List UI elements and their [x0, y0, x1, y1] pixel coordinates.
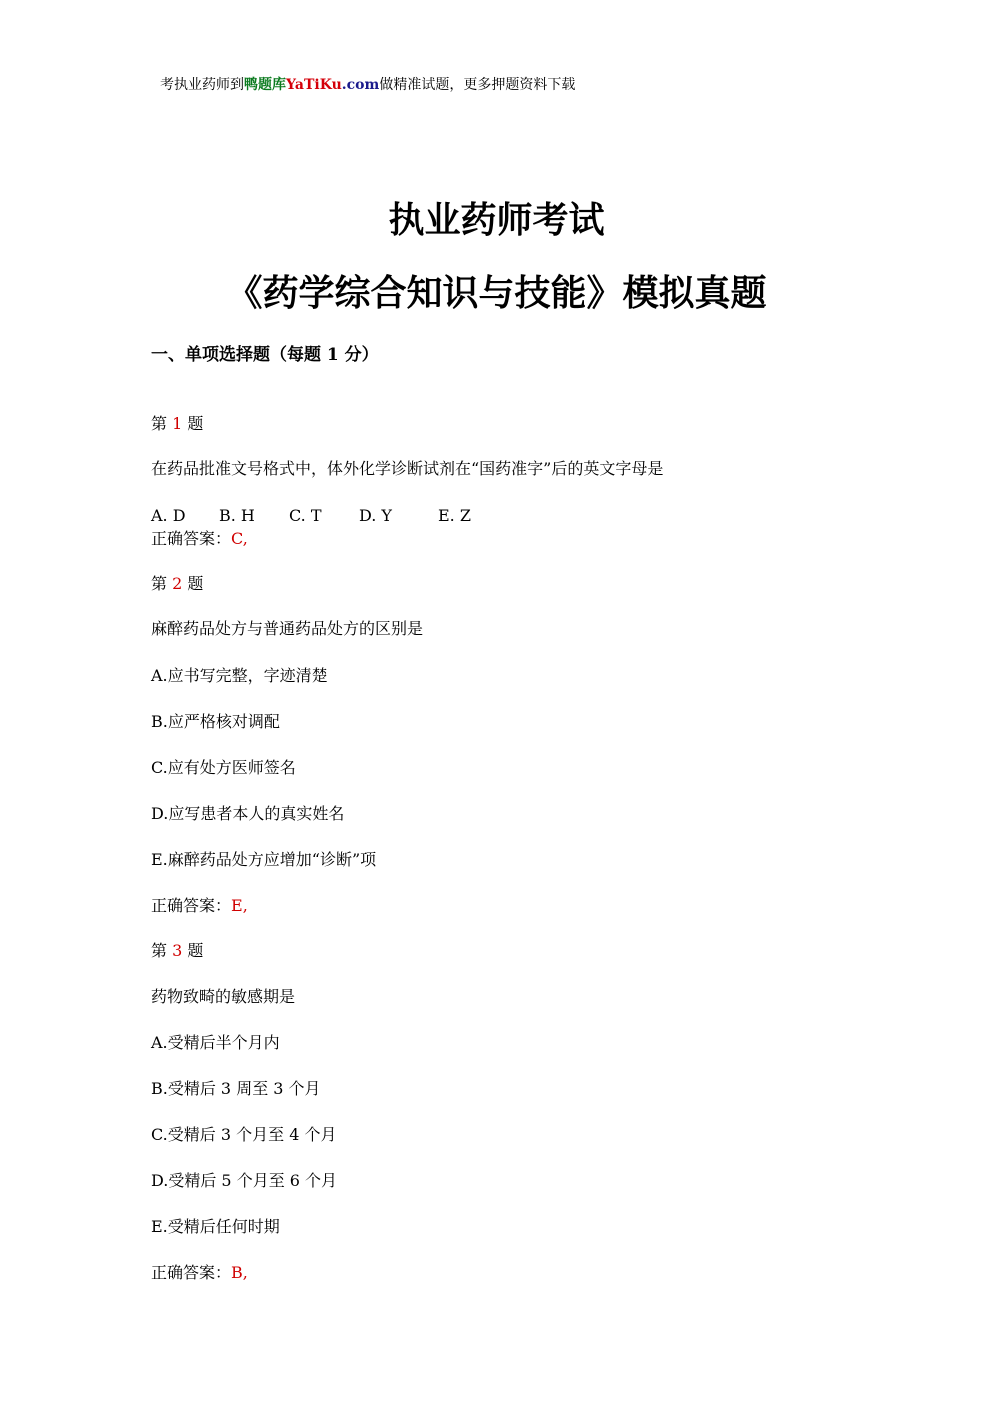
brand-domain[interactable]: .com: [341, 77, 380, 93]
option-c: C.应有处方医师签名: [151, 758, 296, 777]
header-suffix: 做精准试题，更多押题资料下载: [379, 77, 576, 93]
question-2-number: [151, 571, 203, 594]
question-1-answer: [151, 526, 248, 549]
answer-value: E,: [231, 896, 248, 915]
question-3-number: [151, 938, 203, 961]
option-a: A.应书写完整，字迹清楚: [151, 666, 328, 685]
answer-value: C,: [231, 529, 248, 548]
question-1-number: [151, 411, 203, 434]
page-header: [160, 74, 575, 94]
option-d: D.受精后 5 个月至 6 个月: [151, 1171, 338, 1190]
option-e: E. Z: [438, 506, 471, 525]
answer-label: 正确答案：: [151, 529, 232, 548]
question-number: 2: [172, 574, 183, 593]
brand-name-cn[interactable]: 鸭题库: [244, 77, 286, 93]
answer-label: 正确答案：: [151, 1263, 232, 1282]
option-e: E.麻醉药品处方应增加“诊断”项: [151, 850, 377, 869]
question-suffix: 题: [187, 414, 204, 433]
page-title: 执业药师考试: [388, 199, 605, 241]
option-a: A. D: [151, 506, 186, 525]
question-prefix: 第: [151, 574, 168, 593]
option-e: E.受精后任何时期: [151, 1217, 280, 1236]
question-2-stem: 麻醉药品处方与普通药品处方的区别是: [151, 619, 424, 638]
brand-name-en[interactable]: YaTiKu: [286, 77, 342, 93]
header-prefix: 考执业药师到: [160, 77, 244, 93]
question-suffix: 题: [187, 574, 204, 593]
question-3-answer: [151, 1260, 248, 1283]
question-prefix: 第: [151, 941, 168, 960]
question-prefix: 第: [151, 414, 168, 433]
section-heading: 一、单项选择题（每题 1 分）: [151, 345, 379, 365]
question-number: 3: [172, 941, 183, 960]
option-d: D. Y: [359, 506, 392, 525]
question-1-stem: 在药品批准文号格式中，体外化学诊断试剂在“国药准字”后的英文字母是: [151, 459, 664, 478]
question-number: 1: [172, 414, 183, 433]
question-suffix: 题: [187, 941, 204, 960]
option-b: B. H: [219, 506, 255, 525]
option-b: B.应严格核对调配: [151, 712, 280, 731]
answer-value: B,: [231, 1263, 248, 1282]
option-c: C.受精后 3 个月至 4 个月: [151, 1125, 337, 1144]
option-d: D.应写患者本人的真实姓名: [151, 804, 345, 823]
option-c: C. T: [289, 506, 322, 525]
question-2-answer: [151, 893, 248, 916]
option-a: A.受精后半个月内: [151, 1033, 280, 1052]
option-b: B.受精后 3 周至 3 个月: [151, 1079, 321, 1098]
page-subtitle: 《药学综合知识与技能》模拟真题: [226, 272, 767, 314]
answer-label: 正确答案：: [151, 896, 232, 915]
question-3-stem: 药物致畸的敏感期是: [151, 987, 296, 1006]
